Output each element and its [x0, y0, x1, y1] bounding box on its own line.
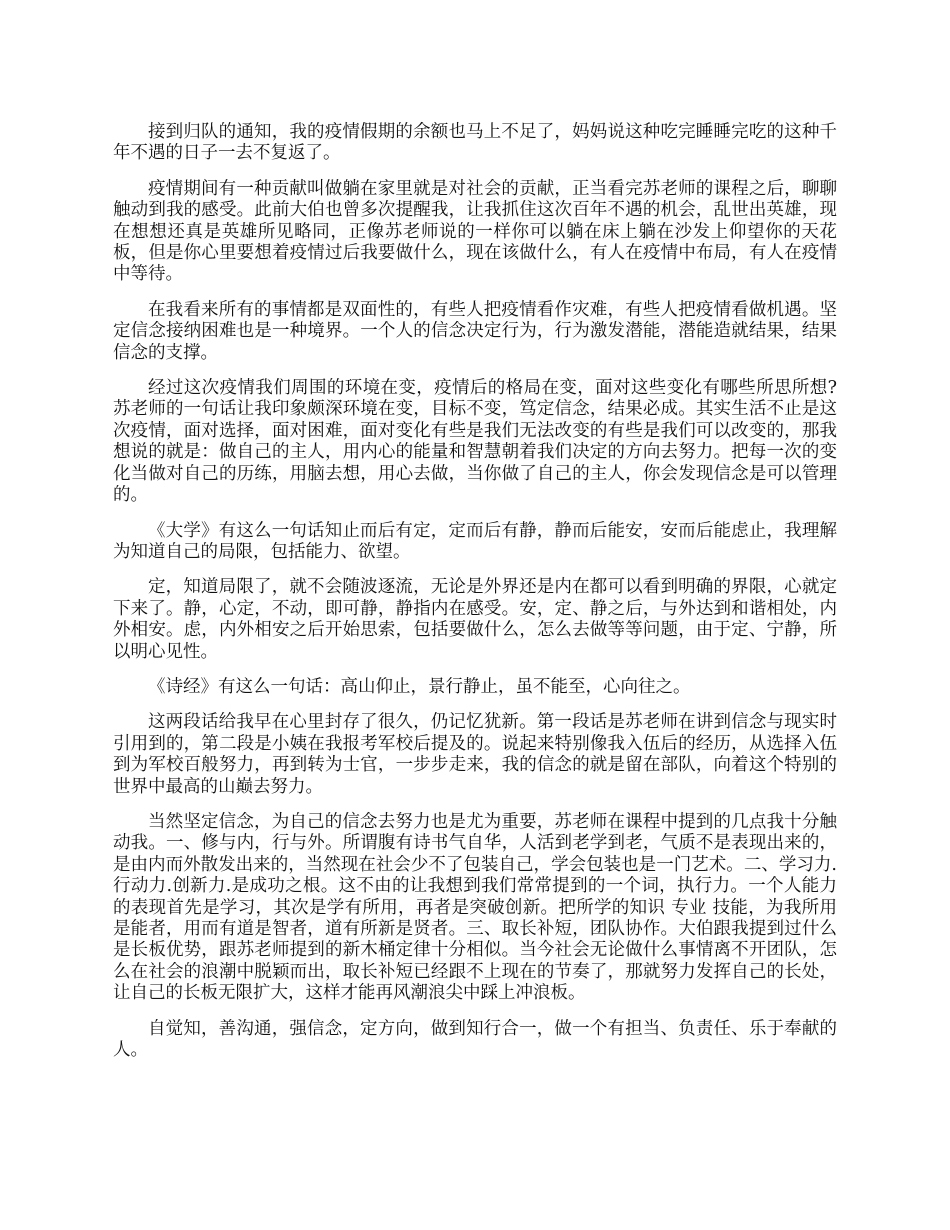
paragraph-9: 当然坚定信念，为自己的信念去努力也是尤为重要，苏老师在课程中提到的几点我十分触动我。一、修与内，行与外。所谓腹有诗书气自华，人活到老学到老，气质不是表现出来的，是由内而外散发出来的，当然现在社会少不了包装自己，学会包装也是一门艺术。二、学习力.行动力.创新力.是成功之根。这不由的让我想到我们常常提到的一个词，执行力。一个人能力的表现首先是学习，其次是学有所用，再者是突破创新。把所学的知识 专业 技能，为我所用是能者，用而有道是智者，道有所新是贤者。三、取长补短，团队协作。大伯跟我提到过什么是长板优势，跟苏老师提到的新木桶定律十分相似。当今社会无论做什么事情离不开团队，怎么在社会的浪潮中脱颖而出，取长补短已经跟不上现在的节奏了，那就努力发挥自己的长处，让自己的长板无限扩大，这样才能再风潮浪尖中踩上冲浪板。	[113, 811, 837, 1004]
paragraph-6: 定，知道局限了，就不会随波逐流，无论是外界还是内在都可以看到明确的界限，心就定下来了。静，心定，不动，即可静，静指内在感受。安，定、静之后，与外达到和谐相处，内外相安。虑，内外相安之后开始思索，包括要做什么，怎么去做等等问题，由于定、宁静，所以明心见性。	[113, 577, 837, 662]
paragraph-5: 《大学》有这么一句话知止而后有定，定而后有静，静而后能安，安而后能虑止，我理解为知道自己的局限，包括能力、欲望。	[113, 520, 837, 562]
paragraph-1: 接到归队的通知，我的疫情假期的余额也马上不足了，妈妈说这种吃完睡睡完吃的这种千年不遇的日子一去不复返了。	[113, 122, 837, 164]
paragraph-7: 《诗经》有这么一句话：高山仰止，景行静止，虽不能至，心向往之。	[148, 676, 691, 697]
paragraph-4: 经过这次疫情我们周围的环境在变，疫情后的格局在变，面对这些变化有哪些所思所想?苏老师的一句话让我印象颇深环境在变，目标不变，笃定信念，结果必成。其实生活不止是这次疫情，面对选择，面对困难，面对变化有些是我们无法改变的有些是我们可以改变的，那我想说的就是：做自己的主人，用内心的能量和智慧朝着我们决定的方向去努力。把每一次的变化当做对自己的历练，用脑去想，用心去做，当你做了自己的主人，你会发现信念是可以管理的。	[113, 378, 837, 506]
paragraph-3: 在我看来所有的事情都是双面性的，有些人把疫情看作灾难，有些人把疫情看做机遇。坚定信念接纳困难也是一种境界。一个人的信念决定行为，行为激发潜能，潜能造就结果，结果信念的支撑。	[113, 299, 837, 363]
paragraph-2: 疫情期间有一种贡献叫做躺在家里就是对社会的贡献，正当看完苏老师的课程之后，聊聊触动到我的感受。此前大伯也曾多次提醒我，让我抓住这次百年不遇的机会，乱世出英雄，现在想想还真是英雄所见略同，正像苏老师说的一样你可以躺在床上躺在沙发上仰望你的天花板，但是你心里要想着疫情过后我要做什么，现在该做什么，有人在疫情中布局，有人在疫情中等待。	[113, 178, 837, 285]
document-body	[113, 122, 837, 1075]
paragraph-10: 自觉知，善沟通，强信念，定方向，做到知行合一，做一个有担当、负责任、乐于奉献的人。	[113, 1018, 837, 1061]
paragraph-8: 这两段话给我早在心里封存了很久，仍记忆犹新。第一段话是苏老师在讲到信念与现实时引用到的，第二段是小姨在我报考军校后提及的。说起来特别像我入伍后的经历，从选择入伍到为军校百般努力，再到转为士官，一步步走来，我的信念的就是留在部队，向着这个特别的世界中最高的山巅去努力。	[113, 712, 837, 797]
